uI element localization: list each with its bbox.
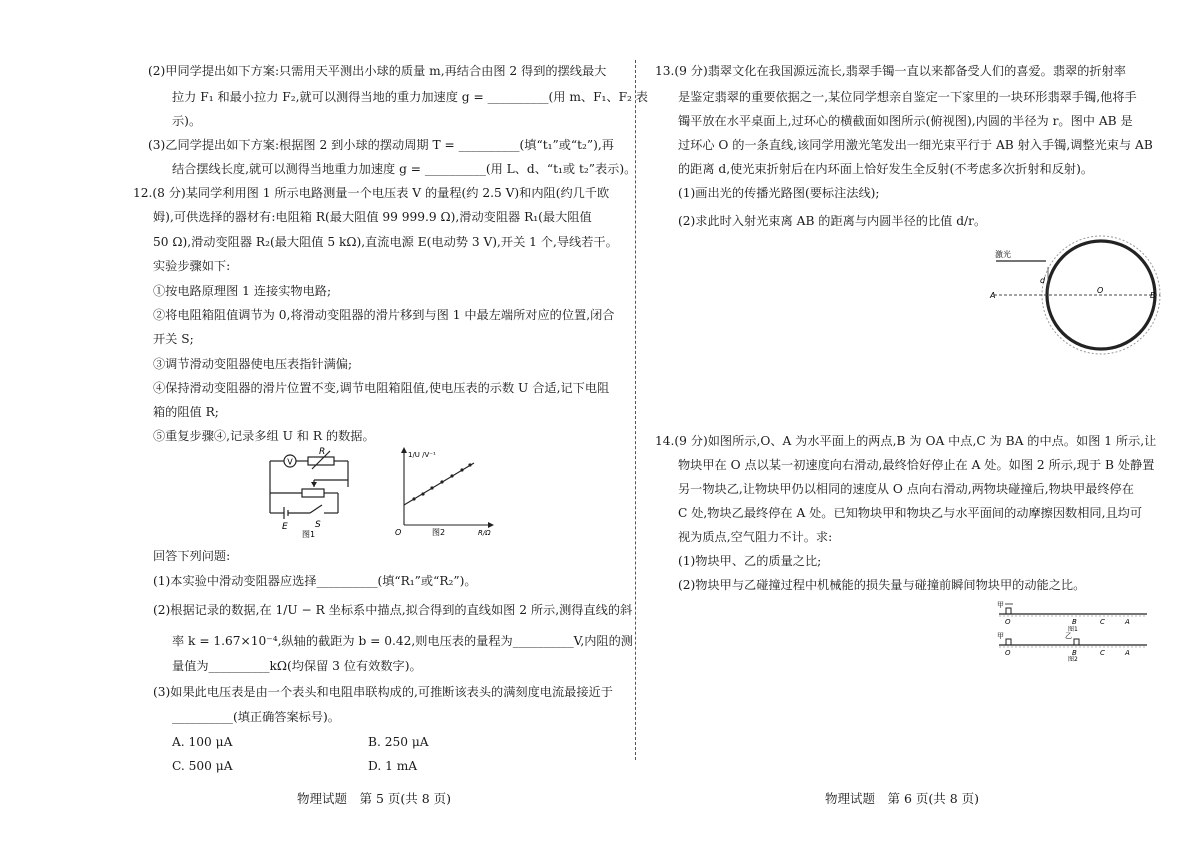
distance-d-label: d bbox=[1040, 276, 1046, 285]
track-figure-1 bbox=[995, 599, 1155, 633]
block-jia-label: 甲 bbox=[997, 601, 1004, 609]
block-yi-label: 乙 bbox=[1065, 632, 1072, 640]
question-12-heading: 12.(8 分)某同学利用图 1 所示电路测量一个电压表 V 的量程(约 2.5 V)和内阻(约几千欧 bbox=[133, 186, 610, 200]
track-figure-1-caption: 图1 bbox=[1068, 626, 1078, 633]
step-1: ①按电路原理图 1 连接实物电路; bbox=[153, 284, 332, 298]
y-axis-label: 1/U /V⁻¹ bbox=[408, 451, 436, 459]
text-line: (3)如果此电压表是由一个表头和电阻串联构成的,可推断该表头的满刻度电流最接近于 bbox=[153, 685, 613, 699]
voltmeter-label: V bbox=[287, 457, 293, 467]
point-o-label: O bbox=[1005, 649, 1011, 657]
page-divider bbox=[635, 60, 636, 760]
track-figure-2 bbox=[995, 630, 1155, 662]
block-jia-label: 甲 bbox=[997, 632, 1004, 640]
text-line: 率 k = 1.67×10⁻⁴,纵轴的截距为 b = 0.42,则电压表的量程为__________V,内阻的测 bbox=[172, 634, 633, 648]
point-b-label: B bbox=[1072, 618, 1077, 626]
text-line: (1)画出光的传播光路图(要标注法线); bbox=[678, 186, 880, 200]
text-line: (3)乙同学提出如下方案:根据图 2 到小球的摆动周期 T = __________(填“t₁”或“t₂”),再 bbox=[148, 138, 614, 152]
text-line: 是鉴定翡翠的重要依据之一,某位同学想亲自鉴定一下家里的一块环形翡翠手镯,他将手 bbox=[678, 90, 1137, 104]
text-line: (2)根据记录的数据,在 1/U − R 坐标系中描点,拟合得到的直线如图 2 所示,测得直线的斜 bbox=[153, 603, 633, 617]
point-c-label: C bbox=[1100, 649, 1105, 657]
text-line: 另一物块乙,让物块甲仍以相同的速度从 O 点向右滑动,两物块碰撞后,物块甲最终停在 bbox=[678, 482, 1134, 496]
text-line: 物块甲在 O 点以某一初速度向右滑动,最终恰好停止在 A 处。如图 2 所示,现于 B 处静置 bbox=[678, 458, 1155, 472]
text-line: 结合摆线长度,就可以测得当地重力加速度 g = __________(用 L、d、“t₁或 t₂”表示)。 bbox=[172, 162, 637, 176]
figure-2-caption: 图2 bbox=[432, 528, 446, 537]
x-axis-label: R/Ω bbox=[478, 529, 491, 537]
question-14-heading: 14.(9 分)如图所示,O、A 为水平面上的两点,B 为 OA 中点,C 为 BA 的中点。如图 1 所示,让 bbox=[655, 434, 1157, 448]
text-line: __________(填正确答案标号)。 bbox=[172, 710, 340, 724]
figure-1-caption: 图1 bbox=[302, 530, 316, 539]
point-a-label: A bbox=[1125, 618, 1130, 626]
text-line: (1)本实验中滑动变阻器应选择__________(填“R₁”或“R₂”)。 bbox=[153, 574, 477, 588]
track-figure-2-caption: 图2 bbox=[1068, 656, 1078, 663]
text-line: 50 Ω),滑动变阻器 R₂(最大阻值 5 kΩ),直流电源 E(电动势 3 V),开关 1 个,导线若干。 bbox=[153, 235, 618, 249]
text-line: 回答下列问题: bbox=[153, 549, 231, 563]
source-label: E bbox=[282, 522, 288, 532]
text-line: (1)物块甲、乙的质量之比; bbox=[678, 554, 822, 568]
point-a-label: A bbox=[1125, 649, 1130, 657]
circuit-figure bbox=[262, 447, 362, 539]
right-page bbox=[645, 0, 1200, 849]
option-a: A. 100 μA bbox=[172, 735, 233, 749]
point-c-label: C bbox=[1100, 618, 1105, 626]
text-line: 视为质点,空气阻力不计。求: bbox=[678, 530, 833, 544]
center-o-label: O bbox=[1097, 286, 1104, 295]
text-line: 量值为__________kΩ(均保留 3 位有效数字)。 bbox=[172, 659, 422, 673]
text-line: (2)物块甲与乙碰撞过程中机械能的损失量与碰撞前瞬间物块甲的动能之比。 bbox=[678, 578, 1086, 592]
step-3: ③调节滑动变阻器使电压表指针满偏; bbox=[153, 357, 353, 371]
ring-figure bbox=[988, 238, 1163, 358]
switch-label: S bbox=[315, 520, 321, 530]
text-line: 拉力 F₁ 和最小拉力 F₂,就可以测得当地的重力加速度 g = __________(用 m、F₁、F₂ 表 bbox=[172, 90, 648, 104]
step-5: ⑤重复步骤④,记录多组 U 和 R 的数据。 bbox=[153, 429, 375, 443]
text-line: 开关 S; bbox=[153, 332, 194, 346]
text-line: 的距离 d,使光束折射后在内环面上恰好发生全反射(不考虑多次折射和反射)。 bbox=[678, 162, 1094, 176]
page-footer: 物理试题 第 6 页(共 8 页) bbox=[825, 791, 980, 806]
text-line: C 处,物块乙最终停在 A 处。已知物块甲和物块乙与水平面间的动摩擦因数相同,且均可 bbox=[678, 506, 1143, 520]
point-b-label: B bbox=[1150, 291, 1156, 300]
point-b-label: B bbox=[1072, 649, 1077, 657]
option-c: C. 500 μA bbox=[172, 759, 233, 773]
resistor-box-label: R bbox=[319, 447, 326, 457]
text-line: 过环心 O 的一条直线,该同学用激光笔发出一细光束平行于 AB 射入手镯,调整光束与 AB bbox=[678, 138, 1153, 152]
step-4: ④保持滑动变阻器的滑片位置不变,调节电阻箱阻值,使电压表的示数 U 合适,记下电阻 bbox=[153, 381, 610, 395]
point-o-label: O bbox=[1005, 618, 1011, 626]
text-line: 箱的阻值 R; bbox=[153, 405, 219, 419]
origin-label: O bbox=[395, 528, 402, 537]
option-b: B. 250 μA bbox=[368, 735, 429, 749]
page-footer: 物理试题 第 5 页(共 8 页) bbox=[297, 791, 452, 806]
text-line: (2)甲同学提出如下方案:只需用天平测出小球的质量 m,再结合由图 2 得到的摆线最大 bbox=[148, 64, 607, 78]
text-line: 镯平放在水平桌面上,过环心的横截面如图所示(俯视图),内圆的半径为 r。图中 AB 是 bbox=[678, 114, 1133, 128]
question-13-heading: 13.(9 分)翡翠文化在我国源远流长,翡翠手镯一直以来都备受人们的喜爱。翡翠的折射率 bbox=[655, 64, 1126, 78]
laser-label: 激光 bbox=[995, 250, 1011, 259]
text-line: 姆),可供选择的器材有:电阻箱 R(最大阻值 99 999.9 Ω),滑动变阻器 R₁(最大阻值 bbox=[153, 210, 592, 224]
text-line: 示)。 bbox=[172, 114, 202, 128]
point-a-label: A bbox=[990, 291, 996, 300]
text-line: 实验步骤如下: bbox=[153, 259, 231, 273]
option-d: D. 1 mA bbox=[368, 759, 418, 773]
line-graph-figure bbox=[390, 447, 505, 537]
text-line: (2)求此时入射光束离 AB 的距离与内圆半径的比值 d/r。 bbox=[678, 214, 987, 228]
step-2: ②将电阻箱阻值调节为 0,将滑动变阻器的滑片移到与图 1 中最左端所对应的位置,闭合 bbox=[153, 308, 615, 322]
